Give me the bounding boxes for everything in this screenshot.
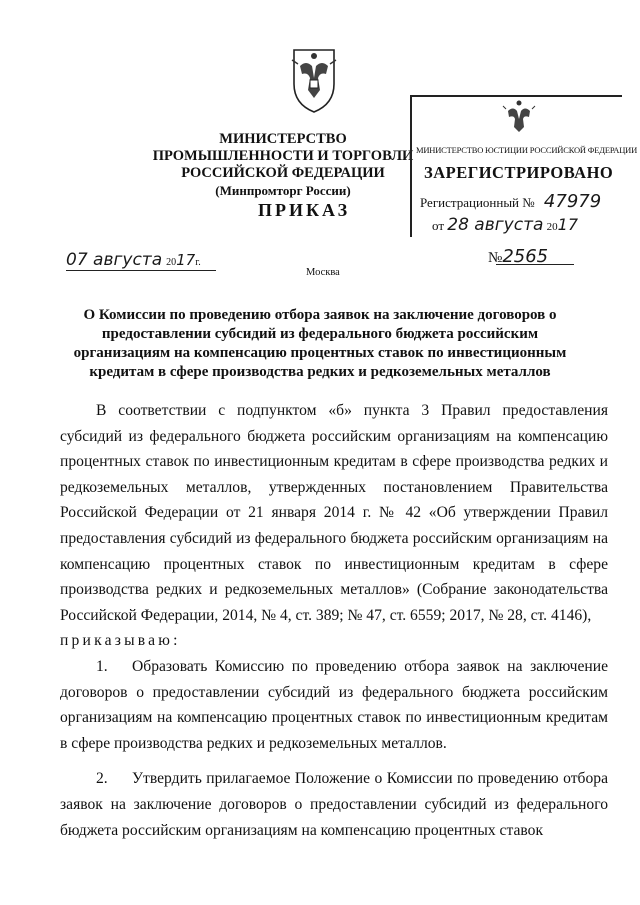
signing-date-underline — [66, 270, 216, 271]
state-emblem-icon — [286, 44, 342, 114]
stamp-reg-number-line — [420, 191, 601, 212]
order-word: приказываю: — [60, 632, 181, 650]
stamp-emblem-icon — [502, 97, 536, 135]
ministry-name — [148, 131, 418, 199]
stamp-reg-label: Регистрационный № — [420, 195, 535, 210]
item-2-number: 2. — [96, 770, 108, 788]
stamp-year: 17 — [557, 215, 579, 234]
stamp-date-line — [432, 215, 578, 235]
order-number-hand: 2565 — [502, 246, 549, 267]
stamp-date: 28 августа — [447, 215, 544, 235]
intro-paragraph — [60, 398, 608, 628]
ministry-line-1: МИНИСТЕРСТВО ПРОМЫШЛЕННОСТИ И ТОРГОВЛИ — [152, 131, 414, 164]
order-number-prefix: № — [488, 250, 503, 266]
stamp-reg-number: 47979 — [543, 191, 602, 212]
document-body — [60, 398, 608, 843]
stamp-registered: ЗАРЕГИСТРИРОВАНО — [424, 163, 614, 182]
document-heading: О Комиссии по проведению отбора заявок на заключение договоров о предоставлении субсидий из федерального бюджета российским организациям на компенсацию процентных ставок по инвестиционным кредитам в сфере производства редких и редкоземельных металлов — [73, 307, 567, 380]
item-2 — [60, 766, 608, 843]
item-1 — [60, 654, 608, 756]
item-2-text: Утвердить прилагаемое Положение о Комиссии по проведению отбора заявок на заключение договоров о предоставлении субсидий из федерального бюджета российским организациям на компенсацию процентных ставок — [60, 770, 608, 839]
signing-year: 17 — [176, 251, 196, 269]
order-title: ПРИКАЗ — [258, 200, 351, 220]
signing-year-suffix: г. — [195, 257, 201, 268]
ministry-line-2: РОССИЙСКОЙ ФЕДЕРАЦИИ — [181, 165, 385, 181]
signing-date-hand: 07 августа — [66, 250, 163, 270]
signing-year-prefix: 20 — [166, 257, 177, 268]
order-number-underline — [496, 264, 574, 265]
stamp-date-prefix: от — [432, 218, 445, 233]
intro-text: В соответствии с подпунктом «б» пункта 3 Правил предоставления субсидий из федерального бюджета российским организациям на компенсацию процентных ставок по инвестиционным кредитам в сфере производства редких и редкоземельных металлов, утвержденных постановлением Правительства Российской Федерации от 21 января 2014 г. № 42 «Об утверждении Правил предоставления субсидий из федерального бюджета российским организациям на компенсацию процентных ставок по инвестиционным кредитам в сфере производства редких и редкоземельных металлов» (Собрание законодательства Российской Федерации, 2014, № 4, ст. 389; № 47, ст. 6559; 2017, № 28, ст. 4146), — [60, 402, 608, 624]
stamp-ministry-name: МИНИСТЕРСТВО ЮСТИЦИИ РОССИЙСКОЙ ФЕДЕРАЦИИ — [416, 145, 638, 155]
order-word-paragraph — [60, 628, 608, 654]
item-1-number: 1. — [96, 657, 108, 675]
signing-date — [66, 250, 201, 270]
stamp-year-prefix: 20 — [546, 221, 558, 233]
city: Москва — [306, 267, 340, 278]
registration-stamp — [410, 95, 638, 237]
item-1-text: Образовать Комиссию по проведению отбора заявок на заключение договоров о предоставлении субсидий из федерального бюджета российским организациям на компенсацию процентных ставок по инвестиционным кредитам в сфере производства редких и редкоземельных металлов. — [60, 657, 608, 752]
ministry-line-3: (Минпромторг России) — [215, 183, 351, 198]
